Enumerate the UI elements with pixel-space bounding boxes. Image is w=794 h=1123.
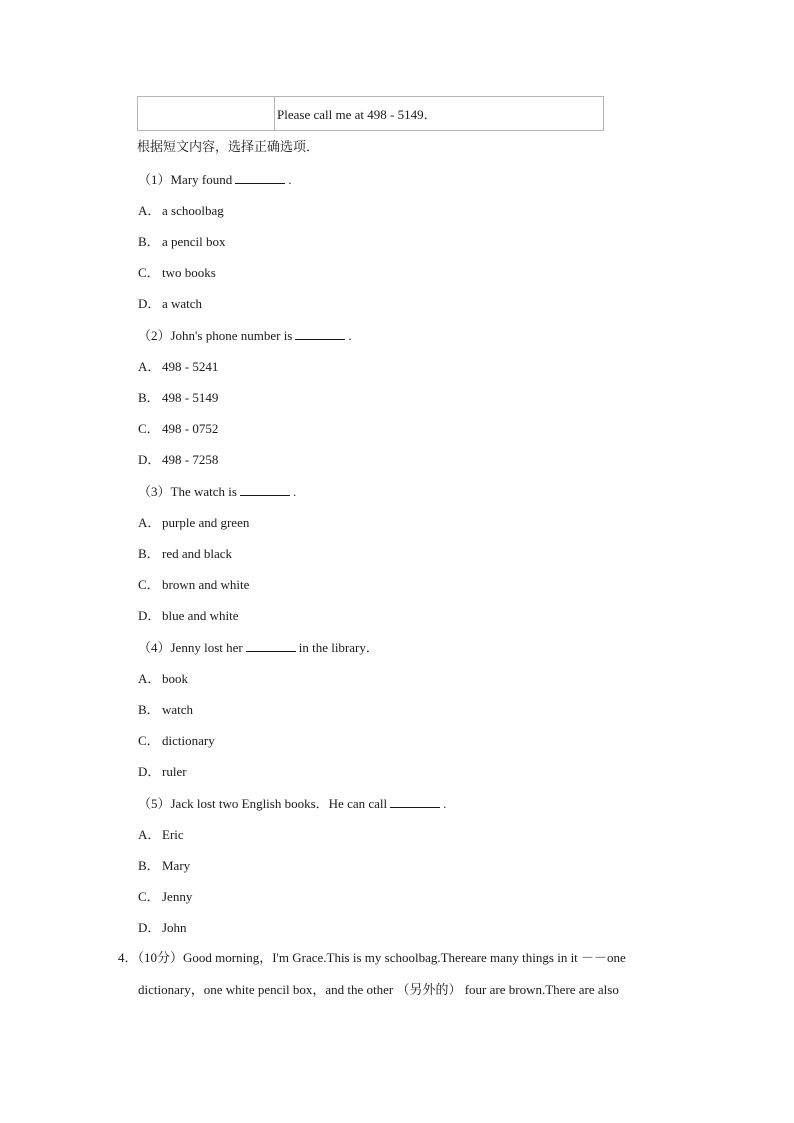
question-1-suffix: . bbox=[288, 172, 292, 187]
option-letter: D． bbox=[138, 296, 161, 311]
option-text: 498 - 5149 bbox=[162, 390, 219, 405]
option-text: Jenny bbox=[162, 889, 193, 904]
answer-blank bbox=[246, 638, 296, 652]
answer-blank bbox=[390, 794, 440, 808]
option-letter: C． bbox=[138, 889, 160, 904]
option-text: purple and green bbox=[162, 515, 250, 530]
option-letter: B． bbox=[138, 234, 160, 249]
option-2-a bbox=[138, 358, 218, 376]
passage-line-2: dictionary，one white pencil box，and the other （另外的） four are brown.There are also bbox=[138, 982, 619, 997]
option-4-a bbox=[138, 670, 188, 688]
option-2-c bbox=[138, 420, 218, 438]
option-4-d bbox=[138, 763, 187, 781]
option-letter: C． bbox=[138, 733, 160, 748]
option-text: dictionary bbox=[162, 733, 215, 748]
option-letter: D． bbox=[138, 764, 161, 779]
option-letter: D． bbox=[138, 452, 161, 467]
option-3-d bbox=[138, 607, 239, 625]
option-text: a watch bbox=[162, 296, 203, 311]
question-2-prefix: （2）John's phone number is bbox=[138, 328, 293, 343]
option-letter: B． bbox=[138, 702, 160, 717]
answer-blank bbox=[235, 170, 285, 184]
instruction-text: 根据短文内容，选择正确选项． bbox=[137, 140, 320, 155]
question-5 bbox=[138, 794, 446, 813]
question-1-prefix: （1）Mary found bbox=[138, 172, 233, 187]
option-3-c bbox=[138, 576, 249, 594]
option-4-c bbox=[138, 732, 215, 750]
question-5-suffix: . bbox=[443, 796, 447, 811]
answer-blank bbox=[295, 326, 345, 340]
option-1-a bbox=[138, 202, 224, 220]
option-3-a bbox=[138, 514, 249, 532]
question-5-prefix: （5）Jack lost two English books．He can call bbox=[138, 796, 388, 811]
option-letter: D． bbox=[138, 920, 161, 935]
question-3 bbox=[138, 482, 296, 501]
option-letter: C． bbox=[138, 421, 160, 436]
option-letter: A． bbox=[138, 515, 161, 530]
option-5-c bbox=[138, 888, 192, 906]
option-5-d bbox=[138, 919, 187, 937]
question-2 bbox=[138, 326, 352, 345]
option-text: John bbox=[162, 920, 187, 935]
option-text: red and black bbox=[162, 546, 233, 561]
option-letter: B． bbox=[138, 858, 160, 873]
option-letter: B． bbox=[138, 390, 160, 405]
option-5-b bbox=[138, 857, 190, 875]
option-1-d bbox=[138, 295, 202, 313]
option-2-b bbox=[138, 389, 218, 407]
option-1-c bbox=[138, 264, 216, 282]
option-letter: A． bbox=[138, 203, 161, 218]
answer-blank bbox=[240, 482, 290, 496]
option-text: Eric bbox=[162, 827, 184, 842]
option-text: ruler bbox=[162, 764, 187, 779]
option-text: a pencil box bbox=[162, 234, 226, 249]
question-4-prefix: （4）Jenny lost her bbox=[138, 640, 243, 655]
option-letter: A． bbox=[138, 359, 161, 374]
option-text: blue and white bbox=[162, 608, 239, 623]
option-text: 498 - 7258 bbox=[162, 452, 219, 467]
option-1-b bbox=[138, 233, 226, 251]
notice-left-cell bbox=[138, 97, 275, 131]
option-2-d bbox=[138, 451, 218, 469]
option-5-a bbox=[138, 826, 184, 844]
notice-right-cell: Please call me at 498 - 5149． bbox=[275, 97, 604, 131]
passage-line-1: 4．（10分）Good morning，I'm Grace.This is my schoolbag.Thereare many things in it －－one bbox=[118, 950, 626, 965]
option-text: book bbox=[162, 671, 188, 686]
option-letter: C． bbox=[138, 577, 160, 592]
option-text: brown and white bbox=[162, 577, 250, 592]
option-text: 498 - 0752 bbox=[162, 421, 219, 436]
question-2-suffix: . bbox=[348, 328, 352, 343]
option-letter: A． bbox=[138, 671, 161, 686]
option-letter: D． bbox=[138, 608, 161, 623]
notice-table bbox=[137, 96, 604, 131]
question-3-suffix: . bbox=[292, 484, 297, 499]
option-letter: B． bbox=[138, 546, 160, 561]
option-4-b bbox=[138, 701, 193, 719]
option-3-b bbox=[138, 545, 232, 563]
option-text: a schoolbag bbox=[162, 203, 224, 218]
option-text: 498 - 5241 bbox=[162, 359, 219, 374]
question-3-prefix: （3）The watch is bbox=[138, 484, 237, 499]
question-1 bbox=[138, 170, 292, 189]
notice-row bbox=[138, 97, 604, 131]
option-text: watch bbox=[162, 702, 194, 717]
question-4-suffix: in the library． bbox=[298, 640, 379, 655]
question-4 bbox=[138, 638, 379, 657]
option-letter: A． bbox=[138, 827, 161, 842]
option-letter: C． bbox=[138, 265, 160, 280]
option-text: two books bbox=[162, 265, 216, 280]
option-text: Mary bbox=[162, 858, 191, 873]
